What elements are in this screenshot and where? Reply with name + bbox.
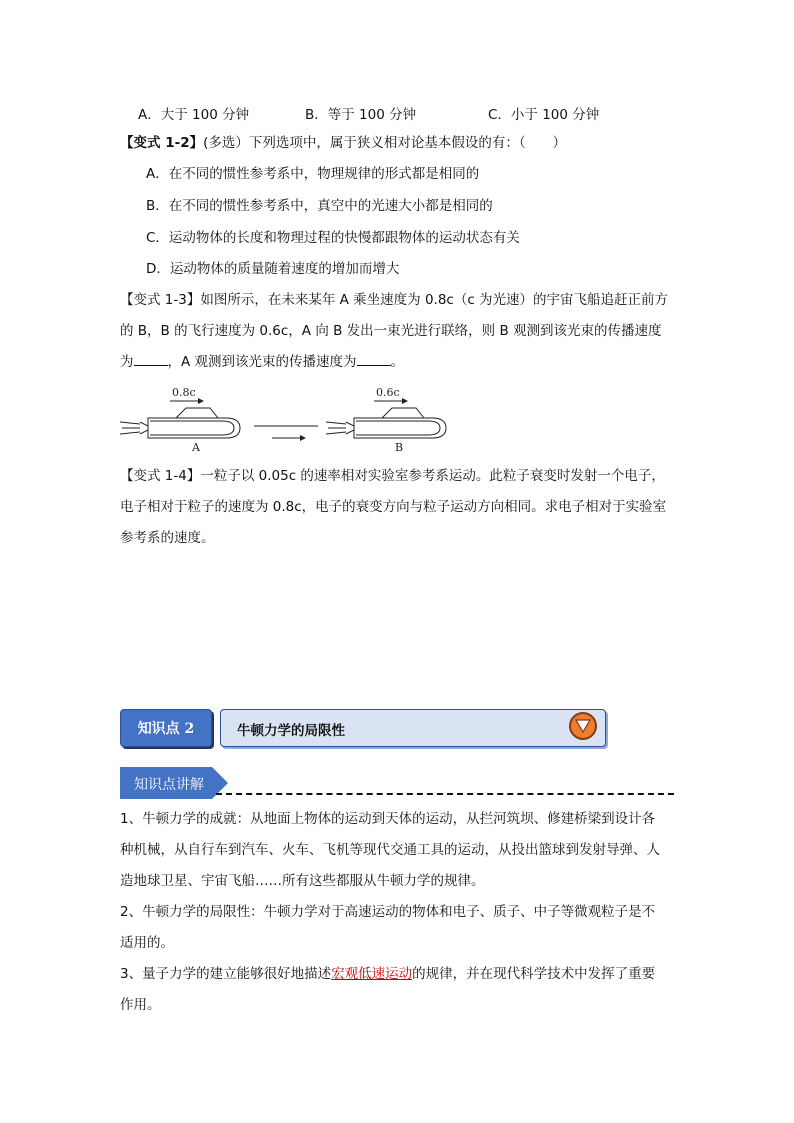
question-1-3-line-1: 【变式 1-3】如图所示，在未来某年 A 乘坐速度为 0.8c（c 为光速）的宇宙飞船追赶正前方 [120,292,669,308]
spaceship-a-label: A [192,441,200,454]
question-1-2-tag: 【变式 1-2】 [120,135,204,151]
knowledge-point-title: 牛顿力学的局限性 [237,723,345,739]
question-1-4-line-1: 【变式 1-4】一粒子以 0.05c 的速率相对实验室参考系运动。此粒子衰变时发射一个电子， [120,468,665,484]
spaceship-figure [118,380,458,458]
question-1-2-option-a: A．在不同的惯性参考系中，物理规律的形式都是相同的 [146,166,480,182]
collapse-arrow-icon[interactable] [569,712,597,740]
spaceship-a [120,408,240,438]
spaceship-b-label: B [395,441,404,454]
point-1-line-2: 种机械，从自行车到汽车、火车、飞机等现代交通工具的运动，从投出篮球到发射导弹、人 [120,842,660,858]
question-1-3-line-3: 为 ，A 观测到该光束的传播速度为 。 [120,354,405,370]
answer-blank-1[interactable] [134,353,168,366]
question-1-2-stem [120,134,566,152]
question-1-2-text: (多选）下列选项中，属于狭义相对论基本假设的有：（ ） [203,135,567,151]
option-b: B．等于 100 分钟 [305,107,417,123]
section-divider [216,793,674,795]
question-1-2-option-c: C．运动物体的长度和物理过程的快慢都跟物体的运动状态有关 [146,230,520,246]
triangle-down-icon [575,719,591,733]
point-1-line-1: 1、牛顿力学的成就：从地面上物体的运动到天体的运动，从拦河筑坝、修建桥梁到设计各 [120,811,656,827]
spaceship-a-speed: 0.8c [172,386,196,399]
highlighted-term: 宏观低速运动 [331,966,413,982]
point-3-line-2: 作用。 [120,997,161,1013]
point-2-line-2: 适用的。 [120,935,174,951]
question-1-4-line-3: 参考系的速度。 [120,530,215,546]
point-2-line-1: 2、牛顿力学的局限性：牛顿力学对于高速运动的物体和电子、质子、中子等微观粒子是不 [120,904,656,920]
knowledge-point-badge: 知识点 2 [120,709,212,747]
question-1-3-line-2: 的 B，B 的飞行速度为 0.6c，A 向 B 发出一束光进行联络，则 B 观测到该光束的传播速度 [120,323,662,339]
question-1-2-option-d: D．运动物体的质量随着速度的增加而增大 [146,261,400,277]
option-a: A．大于 100 分钟 [138,107,250,123]
spaceship-b-speed: 0.6c [376,386,400,399]
option-c: C．小于 100 分钟 [488,107,600,123]
spaceship-b [326,408,446,438]
question-1-4-line-2: 电子相对于粒子的速度为 0.8c，电子的衰变方向与粒子运动方向相同。求电子相对于实验室 [120,499,667,515]
answer-blank-2[interactable] [357,353,391,366]
question-1-2-option-b: B．在不同的惯性参考系中，真空中的光速大小都是相同的 [146,198,493,214]
section-ribbon-label: 知识点讲解 [134,777,204,793]
point-3-line-1: 3、量子力学的建立能够很好地描述宏观低速运动的规律，并在现代科学技术中发挥了重要 [120,966,656,982]
knowledge-point-title-bar [220,709,606,747]
point-1-line-3: 造地球卫星、宇宙飞船……所有这些都服从牛顿力学的规律。 [120,873,485,889]
